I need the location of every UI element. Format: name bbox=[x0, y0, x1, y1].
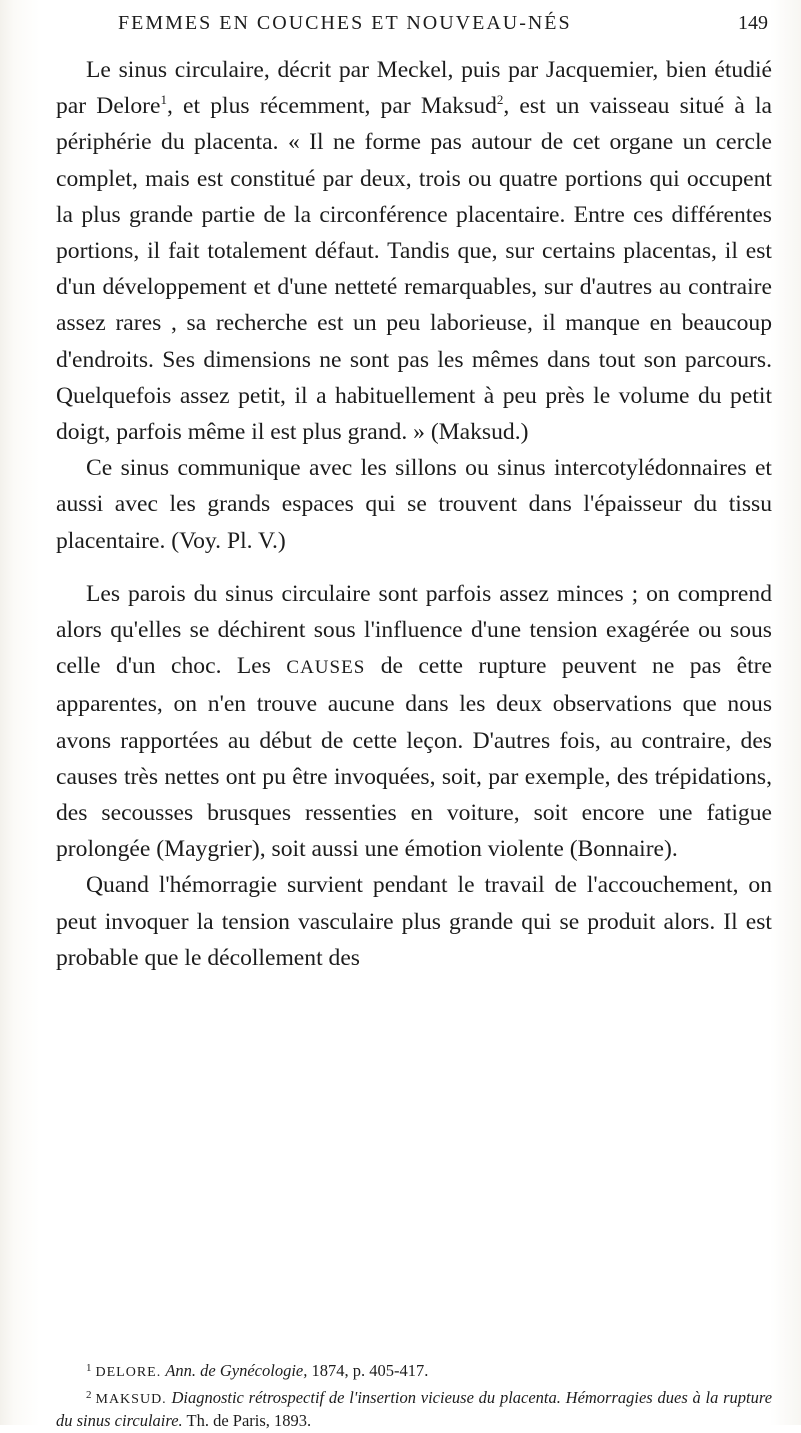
footnote-1-number: 1 bbox=[86, 1362, 92, 1374]
footnote-2-author: MAKSUD. bbox=[95, 1392, 167, 1407]
running-title: FEMMES EN COUCHES ET NOUVEAU-NÉS bbox=[118, 12, 572, 34]
footnote-2-rest: Th. de Paris, 1893. bbox=[186, 1411, 312, 1430]
footnote-ref-2[interactable]: 2 bbox=[496, 92, 504, 108]
causes-small-caps: CAUSES bbox=[286, 657, 366, 679]
footnote-ref-1[interactable]: 1 bbox=[160, 92, 167, 108]
body-text bbox=[56, 52, 772, 976]
paragraph-1-part-b: , et plus récemment, par Maksud bbox=[166, 93, 497, 120]
paragraph-1 bbox=[56, 52, 772, 450]
paragraph-3 bbox=[56, 576, 772, 868]
page-header bbox=[118, 12, 778, 46]
paragraph-1-part-a: Le sinus circulaire, décrit par Meckel, puis par Jacquemier, bien étudié par Delore bbox=[56, 57, 772, 120]
paragraph-2: Ce sinus communique avec les sillons ou sinus intercotylédonnaires et aussi avec les grands espaces qui se trouvent dans l'épaisseur du tissu placentaire. (Voy. Pl. V.) bbox=[56, 455, 772, 554]
footnote-1-rest: 1874, p. 405-417. bbox=[311, 1361, 429, 1380]
footnote-2-number: 2 bbox=[86, 1389, 92, 1401]
paragraph-1-part-c: , est un vaisseau situé à la périphérie du placenta. « Il ne forme pas autour de cet organe un cercle complet, mais est constitué par deux, trois ou quatre portions qui occupent la plus grande partie de la circonférence placentaire. Entre ces différentes portions, il fait totalement défaut. Tandis que, sur certains placentas, il est d'un développement et d'une netteté remarquables, sur d'autres au contraire assez rares , sa recherche est un peu laborieuse, il manque en beaucoup d'endroits. Ses dimensions ne sont pas les mêmes dans tout son parcours. Quelquefois assez petit, il a habituellement à peu près le volume du petit doigt, parfois même il est plus grand. » (Maksud.) bbox=[56, 93, 772, 446]
footnote-2-title: Diagnostic rétrospectif de l'insertion vicieuse du placenta. Hémorragies dues à la rupture du sinus circulaire. bbox=[56, 1388, 773, 1430]
footnote-1-author: DELORE. bbox=[95, 1365, 162, 1380]
footnote-1 bbox=[56, 1358, 772, 1383]
paragraph-3-part-a: Les parois du sinus circulaire sont parfois assez minces ; on comprend alors qu'elles se déchirent sous l'influence d'une tension exagérée ou sous celle d'un choc. Les bbox=[56, 580, 772, 680]
paragraph-3-part-b: de cette rupture peuvent ne pas être apparentes, on n'en trouve aucune dans les deux observations que nous avons rapportées au début de cette leçon. D'autres fois, au contraire, des causes très nettes ont pu être invoquées, soit, par exemple, des trépidations, des secousses brusques ressenties en voiture, soit encore une fatigue prolongée (Maygrier), soit aussi une émotion violente (Bonnaire). bbox=[56, 653, 772, 863]
paragraph-4: Quand l'hémorragie survient pendant le travail de l'accouchement, on peut invoquer la tension vasculaire plus grande qui se produit alors. Il est probable que le décollement des bbox=[56, 872, 772, 971]
footnote-1-title: Ann. de Gynécologie, bbox=[165, 1361, 308, 1380]
footnote-2 bbox=[56, 1385, 772, 1431]
footnotes bbox=[56, 1358, 772, 1433]
page-number: 149 bbox=[738, 12, 768, 34]
